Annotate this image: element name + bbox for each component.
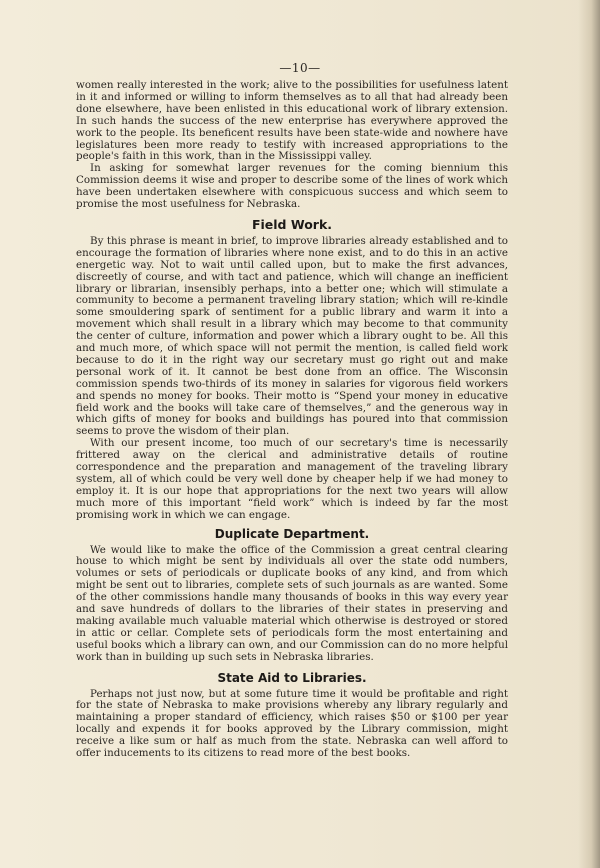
page-body — [76, 80, 508, 760]
heading-state-aid: State Aid to Libraries. — [217, 670, 367, 685]
heading-field-work: Field Work. — [251, 216, 333, 232]
paragraph-field-work-2: With our present income, too much of our secretary's time is necessarily frittered away on the clerical and administrative details of routine correspondence and the preparation and management of the traveling library system, all of which could be very well done by cheaper help if we had money to employ it. It is our hope that appropriations for the next two years will allow much more of this important “field work” which is indeed by far the most promising work in which we can engage. — [76, 437, 508, 521]
page-edge-shadow — [578, 0, 600, 868]
paragraph-asking: In asking for somewhat larger revenues for the coming biennium this Commission deems it wise and proper to describe some of the lines of work which have been undertaken elsewhere with conspicuous success and which seem to promise the most usefulness for Nebraska. — [76, 162, 508, 211]
paragraph-state-aid: Perhaps not just now, but at some future time it would be profitable and right for the state of Nebraska to make provisions whereby any library regularly and maintaining a proper standard of efficiency, which raises $50 or $100 per year locally and expends it for books approved by the Library commission, might receive a like sum or half as much from the state. Nebraska can well afford to offer inducements to its citizens to read more of the best books. — [76, 687, 508, 760]
page-number: —10— — [279, 61, 321, 75]
paragraph-duplicate-department: We would like to make the office of the Commission a great central clearing house to which might be sent by individuals all over the state odd numbers, volumes or sets of periodicals or duplicate books of any kind, and from which might be sent out to libraries, complete sets of such journals as are wanted. Some of the other commissions handle many thousands of books in this way every year and save hundreds of dollars to the libraries of their states in preserving and making available much valuable material which otherwise is destroyed or stored in attic or cellar. Complete sets of periodicals form the most entertaining and useful books which a library can own, and our Commission can do no more helpful work than in building up such sets in Nebraska libraries. — [76, 543, 508, 663]
paragraph-intro: women really interested in the work; alive to the possibilities for usefulness latent in it and informed or willing to inform themselves as to all that had already been done elsewhere, have been enlisted in this educational work of library extension. In such hands the success of the new enterprise has everywhere approved the work to the people. Its beneficent results have been state-wide and nowhere have legislatures been more ready to testify with increased appropriations to the people's faith in this work, than in the Mississippi valley. — [76, 79, 508, 163]
heading-duplicate-department: Duplicate Department. — [214, 526, 370, 541]
paragraph-field-work-1: By this phrase is meant in brief, to improve libraries already established and to encourage the formation of libraries where none exist, and to do this in an active energetic way. Not to wait until called upon, but to make the first advances, discreetly of course, and with tact and patience, which will change an inefficient library or librarian, insensibly perhaps, into a better one; which will stimulate a community to become a permanent traveling library station; which will re-kindle some smouldering spark of sentiment for a public library and warm it into a movement which shall result in a library which may become to that community the center of culture, information and power which a library ought to be. All this and much more, of which space will not permit the mention, is called field work because to do it in the right way our secretary must go right out and make personal work of it. It cannot be best done from an office. The Wisconsin commission spends two-thirds of its money in salaries for vigorous field workers and spends no money for books. Their motto is “Spend your money in educative field work and the books will take care of themselves,” and the generous way in which gifts of money for books and buildings has poured into that commission seems to prove the wisdom of their plan. — [76, 234, 508, 438]
